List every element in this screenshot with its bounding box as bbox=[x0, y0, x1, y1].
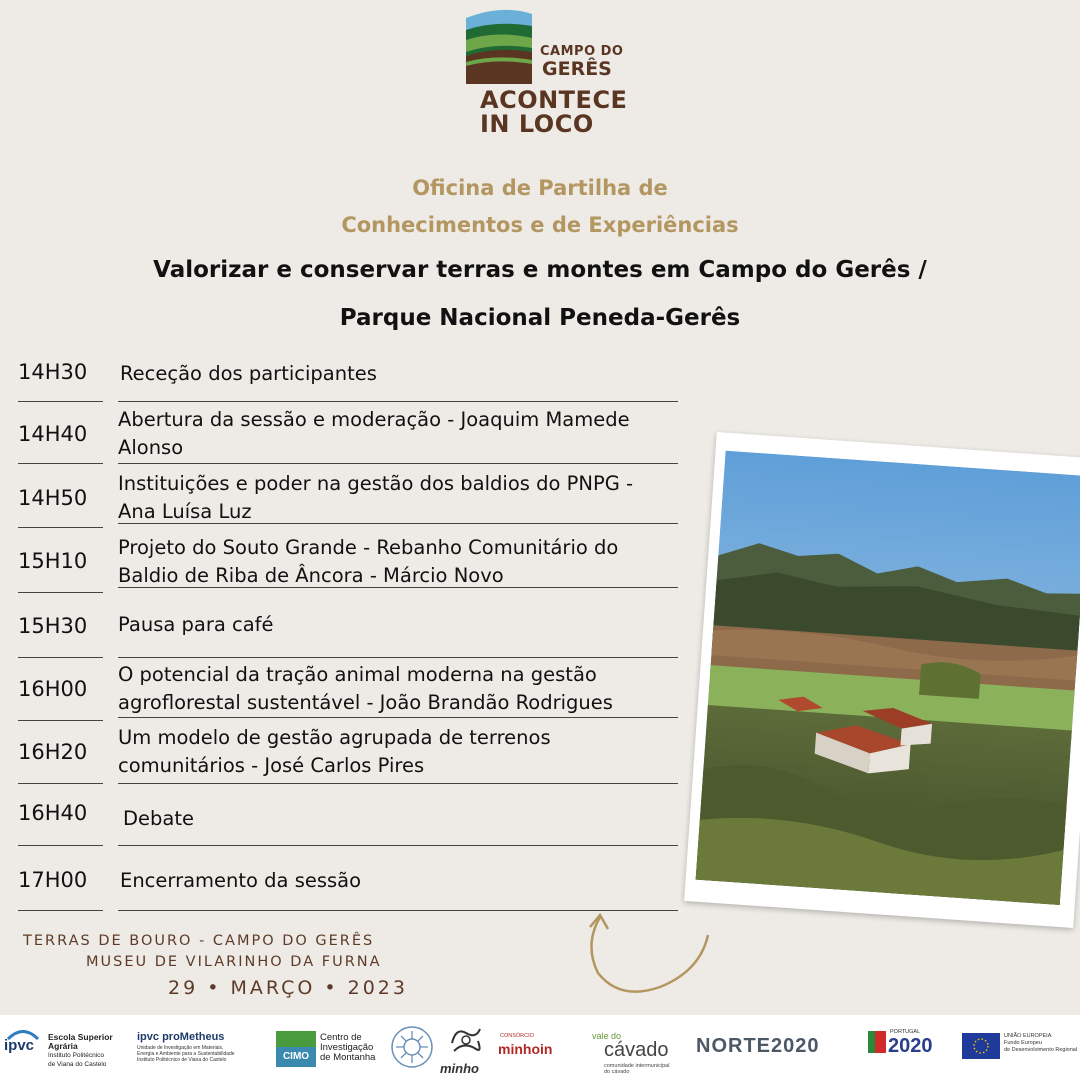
schedule-item-line: Receção dos participantes bbox=[120, 362, 377, 385]
cimo-emblem-text: CIMO bbox=[276, 1047, 316, 1067]
time-divider bbox=[18, 720, 103, 721]
portugal2020-logo-text: 2020 bbox=[888, 1035, 933, 1057]
schedule-time: 15H10 bbox=[18, 549, 88, 573]
subtitle-line-2: Conhecimentos e de Experiências bbox=[341, 213, 739, 237]
eu-line: de Desenvolvimento Regional bbox=[1004, 1047, 1078, 1053]
footer-venue: MUSEU DE VILARINHO DA FURNA bbox=[86, 954, 382, 970]
item-divider bbox=[118, 783, 678, 784]
schedule-item-line: O potencial da tração animal moderna na gestão bbox=[118, 663, 597, 686]
photo-frame bbox=[684, 432, 1080, 928]
schedule-item-line: Abertura da sessão e moderação - Joaquim Mamede bbox=[118, 408, 630, 431]
schedule-time: 16H40 bbox=[18, 801, 88, 825]
logo-text-campo: CAMPO DO bbox=[540, 44, 624, 59]
time-divider bbox=[18, 592, 103, 593]
esa-line: de Viana do Castelo bbox=[48, 1061, 107, 1068]
schedule-time: 14H40 bbox=[18, 422, 88, 446]
schedule-time: 14H50 bbox=[18, 486, 88, 510]
schedule-time: 17H00 bbox=[18, 868, 88, 892]
minhoin-logo-text: minhoin bbox=[498, 1041, 553, 1057]
time-divider bbox=[18, 783, 103, 784]
curved-arrow-icon bbox=[580, 905, 720, 1005]
item-divider bbox=[118, 587, 678, 588]
logo-text-acontece: ACONTECE bbox=[480, 86, 628, 114]
schedule-time: 15H30 bbox=[18, 614, 88, 638]
schedule-item-line: Um modelo de gestão agrupada de terrenos bbox=[118, 726, 551, 749]
event-date: 29 • MARÇO • 2023 bbox=[168, 977, 408, 999]
seal-icon bbox=[390, 1025, 434, 1069]
time-divider bbox=[18, 463, 103, 464]
cimo-line: Investigação bbox=[320, 1042, 374, 1053]
schedule-item-line: comunitários - José Carlos Pires bbox=[118, 754, 425, 777]
schedule-item-line: Baldio de Riba de Âncora - Márcio Novo bbox=[118, 564, 504, 587]
time-divider bbox=[18, 910, 103, 911]
time-divider bbox=[18, 845, 103, 846]
item-divider bbox=[118, 657, 678, 658]
esa-line: Agrária bbox=[48, 1041, 78, 1051]
cavado-line: do cávado bbox=[604, 1069, 630, 1075]
item-divider bbox=[118, 463, 678, 464]
logo-text-in-loco: IN LOCO bbox=[480, 110, 594, 138]
prometheus-line: Instituto Politécnico de Viana do Castelo bbox=[137, 1057, 227, 1063]
schedule-item-line: agroflorestal sustentável - João Brandão Rodrigues bbox=[118, 691, 613, 714]
esa-line: Escola Superior bbox=[48, 1032, 113, 1042]
logo-text-geres: GERÊS bbox=[542, 58, 612, 80]
footer-location: TERRAS DE BOURO - CAMPO DO GERÊS bbox=[23, 933, 375, 949]
portugal-flag-icon bbox=[868, 1031, 886, 1053]
cimo-emblem-icon bbox=[276, 1031, 316, 1071]
schedule-time: 16H00 bbox=[18, 677, 88, 701]
minho-logo-text: minho bbox=[440, 1061, 479, 1076]
schedule-item-line: Pausa para café bbox=[118, 613, 274, 636]
vale-do-label: vale do bbox=[592, 1031, 622, 1041]
schedule-item-line: Debate bbox=[123, 807, 194, 830]
eu-flag-icon bbox=[962, 1033, 1000, 1059]
schedule-item-line: Projeto do Souto Grande - Rebanho Comunitário do bbox=[118, 536, 619, 559]
schedule-item-line: Instituições e poder na gestão dos baldios do PNPG - bbox=[118, 472, 634, 495]
cimo-line: de Montanha bbox=[320, 1052, 376, 1063]
minho-knot-icon bbox=[446, 1023, 486, 1057]
schedule-item-line: Alonso bbox=[118, 436, 184, 459]
cavado-subtitle bbox=[604, 1063, 669, 1075]
schedule-time: 16H20 bbox=[18, 740, 88, 764]
portugal-label: PORTUGAL bbox=[890, 1029, 921, 1035]
time-divider bbox=[18, 401, 103, 402]
item-divider bbox=[118, 523, 678, 524]
esa-logo bbox=[48, 1033, 113, 1069]
item-divider bbox=[118, 845, 678, 846]
cavado-logo-text: cávado bbox=[604, 1039, 669, 1061]
schedule-time: 14H30 bbox=[18, 360, 88, 384]
consorcio-label: CONSÓRCIO bbox=[500, 1033, 534, 1039]
norte2020-logo-text: NORTE2020 bbox=[696, 1035, 820, 1057]
cimo-logo bbox=[320, 1033, 375, 1063]
eu-line: Fundo Europeu bbox=[1004, 1040, 1042, 1046]
esa-line: Instituto Politécnico bbox=[48, 1052, 105, 1059]
prometheus-logo-text: ipvc proMetheus bbox=[137, 1031, 225, 1043]
schedule-item-line: Encerramento da sessão bbox=[120, 869, 362, 892]
item-divider bbox=[118, 401, 678, 402]
prometheus-line: Unidade de Investigação em Materiais, bbox=[137, 1045, 224, 1051]
time-divider bbox=[18, 657, 103, 658]
sponsor-logos-bar bbox=[0, 1015, 1080, 1080]
title-line-1: Valorizar e conservar terras e montes em Campo do Gerês / bbox=[153, 257, 927, 283]
cimo-line: Centro de bbox=[320, 1032, 362, 1043]
landscape-photo bbox=[696, 451, 1080, 905]
prometheus-line: Energia e Ambiente para a Sustentabilidade bbox=[137, 1051, 235, 1057]
eu-line: UNIÃO EUROPEIA bbox=[1004, 1033, 1052, 1039]
time-divider bbox=[18, 527, 103, 528]
schedule-item-line: Ana Luísa Luz bbox=[118, 500, 252, 523]
cimo-emblem-green bbox=[276, 1031, 316, 1047]
cavado-line: comunidade intermunicipal bbox=[604, 1063, 670, 1069]
eu-logo bbox=[1004, 1033, 1077, 1054]
item-divider bbox=[118, 717, 678, 718]
ipvc-logo-text: ipvc bbox=[4, 1037, 35, 1054]
subtitle-line-1: Oficina de Partilha de bbox=[412, 176, 668, 200]
prometheus-subtitle bbox=[137, 1045, 272, 1063]
title-line-2: Parque Nacional Peneda-Gerês bbox=[339, 305, 741, 331]
